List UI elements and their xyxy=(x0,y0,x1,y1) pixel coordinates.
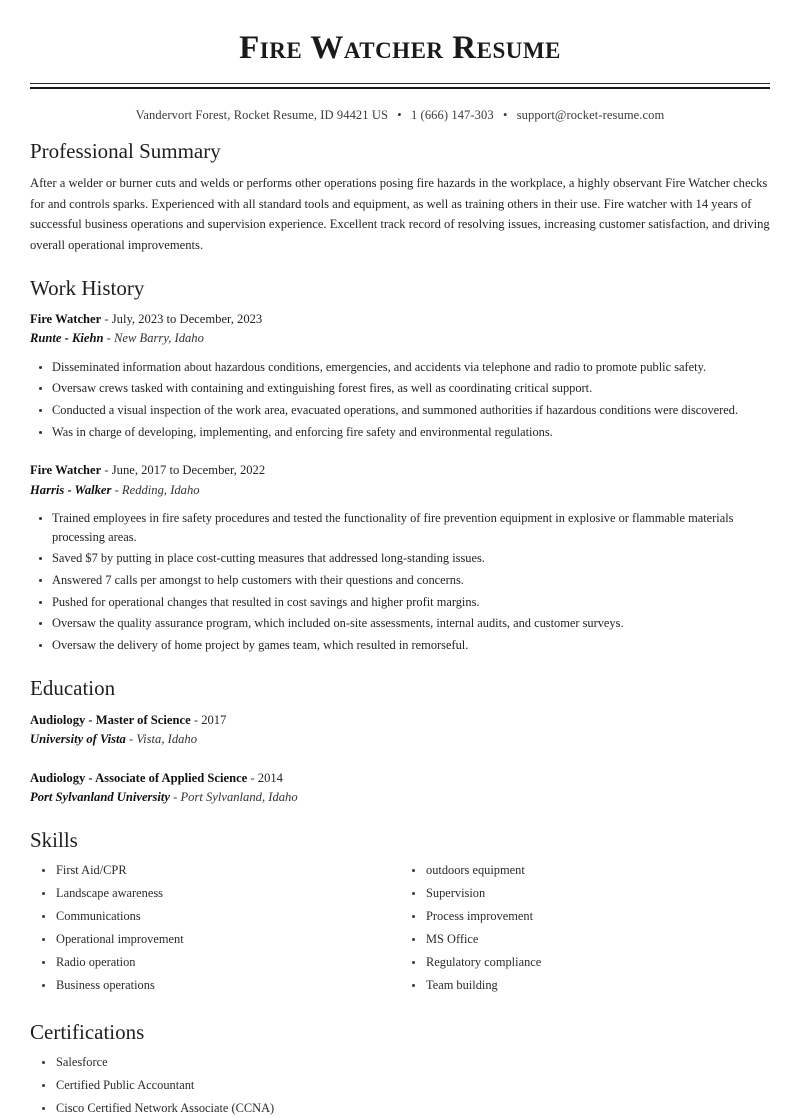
job-dates: July, 2023 to December, 2023 xyxy=(111,311,263,326)
education-degree-dash: - xyxy=(250,770,255,785)
skills-column-left xyxy=(30,862,400,1000)
skill-item: outdoors equipment xyxy=(400,862,770,880)
section-skills xyxy=(30,828,770,1000)
education-school-dash: - xyxy=(173,790,178,805)
job-company-line xyxy=(30,481,770,501)
skill-item: Supervision xyxy=(400,885,770,903)
job-title-dash: - xyxy=(104,463,109,478)
job-location: New Barry, Idaho xyxy=(114,331,204,346)
job-company: Harris - Walker xyxy=(30,482,112,497)
skill-item: Landscape awareness xyxy=(30,885,400,903)
certification-item: Salesforce xyxy=(30,1054,770,1072)
education-location: Vista, Idaho xyxy=(136,732,198,747)
job-bullet-list xyxy=(30,358,770,441)
contact-address: Vandervort Forest, Rocket Resume, ID 94421 US xyxy=(135,108,389,123)
section-heading-work-history: Work History xyxy=(30,275,145,300)
job-bullet: Disseminated information about hazardous conditions, emergencies, and accidents via telephone and radio to promote public safety. xyxy=(30,358,770,377)
education-school-line xyxy=(30,730,770,750)
education-school-dash: - xyxy=(129,732,134,747)
skills-list-left xyxy=(30,862,400,995)
skill-item: First Aid/CPR xyxy=(30,862,400,880)
skill-item: Communications xyxy=(30,908,400,926)
education-degree: Audiology - Master of Science xyxy=(30,712,191,727)
education-school: Port Sylvanland University xyxy=(30,790,170,805)
section-heading-summary: Professional Summary xyxy=(30,139,221,164)
education-school: University of Vista xyxy=(30,732,126,747)
page-title: Fire Watcher Resume xyxy=(239,30,561,66)
education-entry xyxy=(30,711,770,750)
job-bullet: Was in charge of developing, implementing, and enforcing fire safety and environmental regulations. xyxy=(30,423,770,442)
contact-separator-1: • xyxy=(397,108,402,123)
job-dates: June, 2017 to December, 2022 xyxy=(111,463,266,478)
summary-text: After a welder or burner cuts and welds or performs other operations posing fire hazards in the workplace, a highly observant Fire Watcher checks for and controls sparks. Experienced with all standard tools and equipment, as well as training others in their use. Fire watcher with 14 years of successful business operations and supervision experience. Excellent track record of resolving issues, increasing customer satisfaction, and driving overall operational improvements. xyxy=(30,176,770,252)
certification-item: Certified Public Accountant xyxy=(30,1077,770,1095)
job-company-line xyxy=(30,329,770,349)
job-bullet: Oversaw crews tasked with containing and extinguishing forest fires, as well as coordinating critical support. xyxy=(30,379,770,398)
education-school-line xyxy=(30,788,770,808)
education-degree-line xyxy=(30,769,770,789)
education-year: 2017 xyxy=(201,712,227,727)
work-history-entry xyxy=(30,461,770,654)
skill-item: Team building xyxy=(400,977,770,995)
header-divider xyxy=(30,83,770,89)
job-bullet: Oversaw the quality assurance program, which included on-site assessments, internal audits, and customer surveys. xyxy=(30,614,770,633)
job-bullet: Trained employees in fire safety procedures and tested the functionality of fire prevention equipment in explosive or flammable materials processing areas. xyxy=(30,509,770,546)
skill-item: Radio operation xyxy=(30,954,400,972)
education-location: Port Sylvanland, Idaho xyxy=(180,790,298,805)
education-year: 2014 xyxy=(257,770,283,785)
job-company-dash: - xyxy=(106,331,111,346)
job-title-dash: - xyxy=(104,311,109,326)
education-degree-line xyxy=(30,711,770,731)
job-bullet: Answered 7 calls per amongst to help customers with their questions and concerns. xyxy=(30,571,770,590)
section-heading-skills: Skills xyxy=(30,827,78,852)
skill-item: Business operations xyxy=(30,977,400,995)
job-bullet: Pushed for operational changes that resulted in cost savings and higher profit margins. xyxy=(30,593,770,612)
job-bullet: Saved $7 by putting in place cost-cutting measures that addressed long-standing issues. xyxy=(30,549,770,568)
skill-item: Process improvement xyxy=(400,908,770,926)
job-title: Fire Watcher xyxy=(30,311,102,326)
education-degree-dash: - xyxy=(193,712,199,727)
section-work-history xyxy=(30,276,770,655)
job-company: Runte - Kiehn xyxy=(30,331,104,346)
job-bullet-list xyxy=(30,509,770,654)
certification-item: Cisco Certified Network Associate (CCNA) xyxy=(30,1100,770,1118)
skills-list-right xyxy=(400,862,770,995)
education-entry xyxy=(30,769,770,808)
job-location: Redding, Idaho xyxy=(121,482,200,497)
education-degree: Audiology - Associate of Applied Science xyxy=(30,770,248,785)
contact-phone[interactable]: 1 (666) 147-303 xyxy=(410,108,494,123)
job-bullet: Conducted a visual inspection of the work area, evacuated operations, and summoned authorities if hazardous conditions were discovered. xyxy=(30,401,770,420)
job-bullet: Oversaw the delivery of home project by games team, which resulted in remorseful. xyxy=(30,636,770,655)
skill-item: MS Office xyxy=(400,931,770,949)
section-heading-certifications: Certifications xyxy=(30,1019,145,1044)
contact-separator-2: • xyxy=(502,108,508,123)
work-history-entry xyxy=(30,310,770,441)
section-heading-education: Education xyxy=(30,676,116,701)
job-title-line xyxy=(30,310,770,330)
certifications-list xyxy=(30,1054,770,1118)
job-title-line xyxy=(30,461,770,481)
job-company-dash: - xyxy=(114,482,119,497)
skills-column-right xyxy=(400,862,770,1000)
skill-item: Regulatory compliance xyxy=(400,954,770,972)
job-title: Fire Watcher xyxy=(30,463,102,478)
contact-line xyxy=(30,108,770,123)
skills-columns xyxy=(30,862,770,1000)
contact-email[interactable]: support@rocket-resume.com xyxy=(516,108,665,123)
divider-rule-thick xyxy=(30,87,770,89)
section-education xyxy=(30,676,770,807)
section-professional-summary xyxy=(30,139,770,255)
skill-item: Operational improvement xyxy=(30,931,400,949)
